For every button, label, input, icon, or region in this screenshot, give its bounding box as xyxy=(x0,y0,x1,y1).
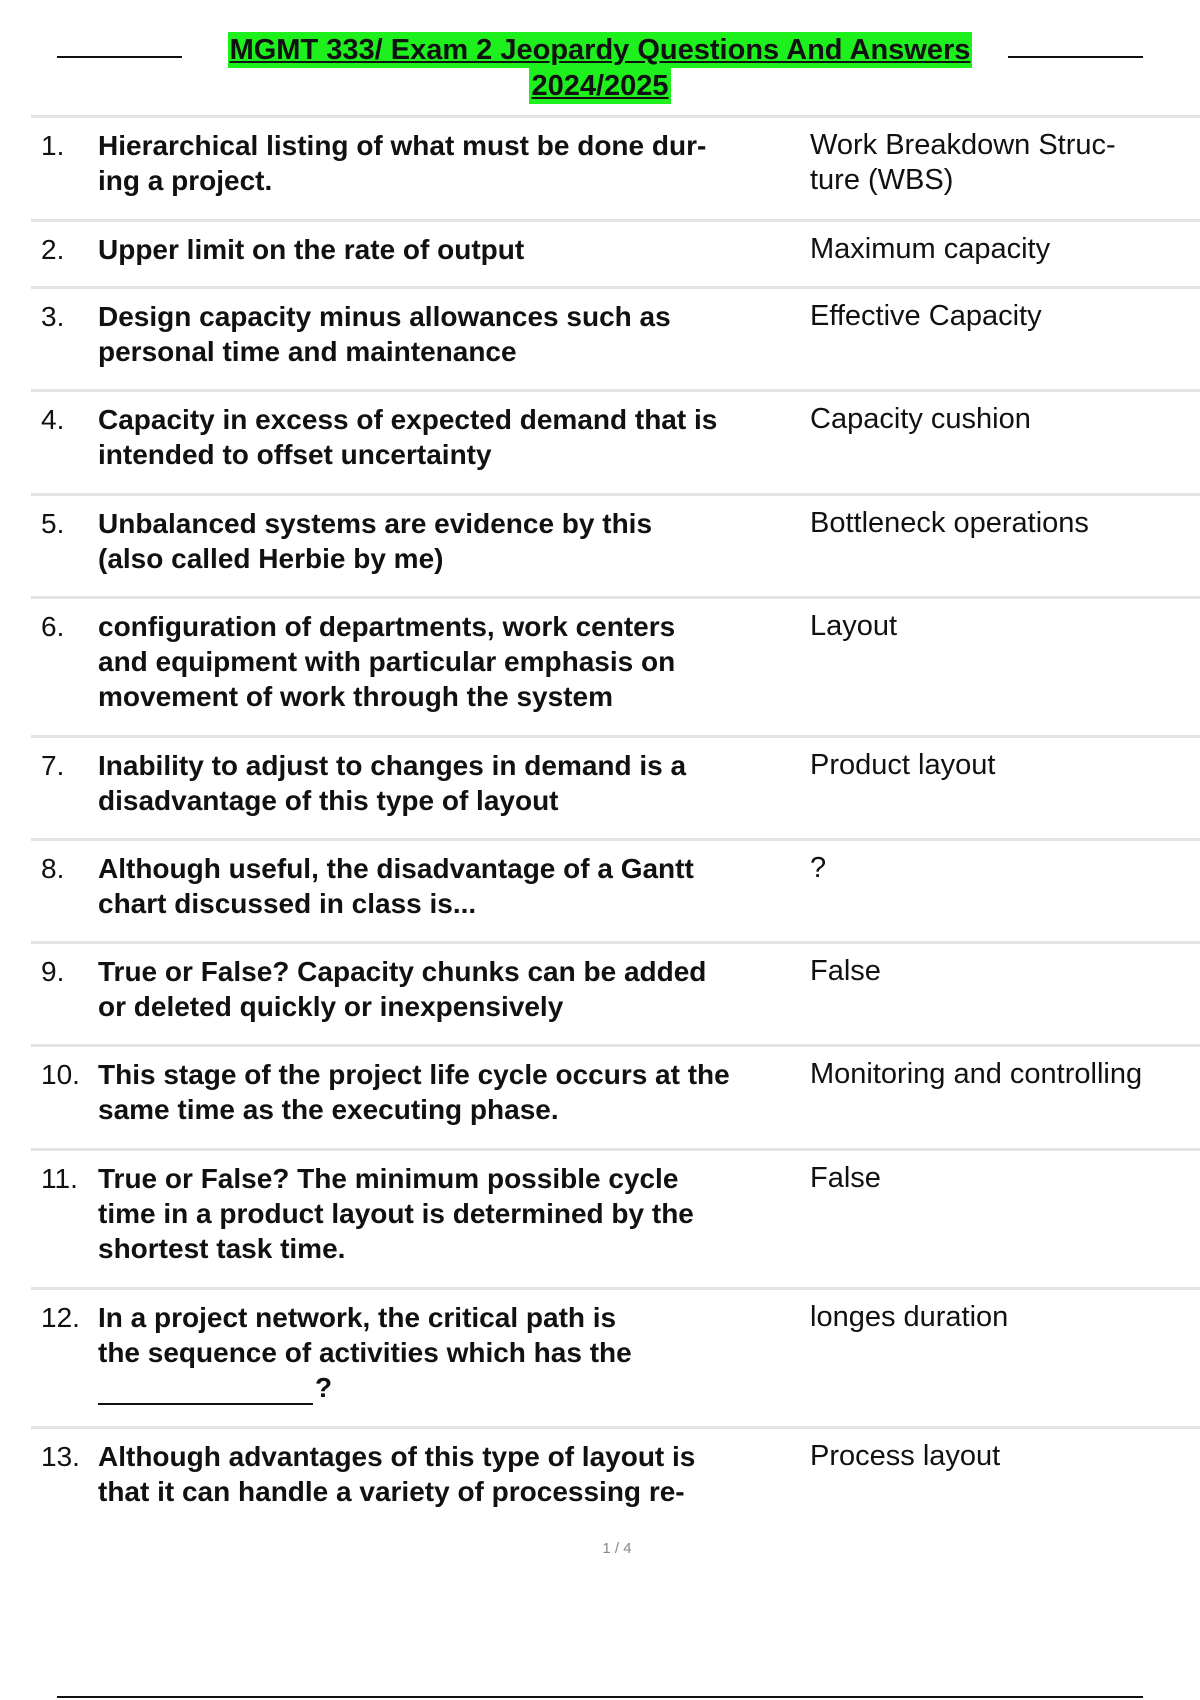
title-line-1: MGMT 333/ Exam 2 Jeopardy Questions And Answers xyxy=(229,34,971,66)
row-question: Upper limit on the rate of output xyxy=(98,234,525,265)
row-question-text: In a project network, the critical path is the sequence of activities which has the xyxy=(98,1302,632,1368)
row-question: configuration of departments, work centers and equipment with particular emphasis on movement of work through the system xyxy=(98,611,676,712)
row-question: True or False? Capacity chunks can be added or deleted quickly or inexpensively xyxy=(98,956,707,1022)
row-number: 7. xyxy=(41,750,65,781)
row-answer: False xyxy=(810,1162,881,1194)
row-answer: Monitoring and controlling xyxy=(810,1058,1143,1090)
qa-table xyxy=(31,115,1200,1516)
title-line-2: 2024/2025 xyxy=(531,70,669,102)
table-row xyxy=(31,1426,1200,1516)
row-answer: False xyxy=(810,955,881,987)
blank-question-mark: ? xyxy=(315,1372,333,1403)
row-answer: Process layout xyxy=(810,1440,1001,1472)
row-answer: Effective Capacity xyxy=(810,300,1042,332)
row-number: 6. xyxy=(41,611,65,642)
table-row xyxy=(31,389,1200,493)
table-row xyxy=(31,286,1200,389)
row-number: 12. xyxy=(41,1302,80,1333)
row-question xyxy=(98,1300,810,1426)
table-row xyxy=(31,115,1200,219)
row-answer: longes duration xyxy=(810,1301,1009,1333)
row-answer: Capacity cushion xyxy=(810,403,1031,435)
table-row xyxy=(31,1044,1200,1148)
row-answer: Layout xyxy=(810,610,898,642)
row-question: This stage of the project life cycle occurs at the same time as the executing phase. xyxy=(98,1059,730,1125)
table-row xyxy=(31,735,1200,838)
table-row xyxy=(31,838,1200,941)
table-row xyxy=(31,596,1200,735)
row-answer: Maximum capacity xyxy=(810,233,1051,265)
footer-rule xyxy=(57,1696,1143,1698)
row-answer: Bottleneck operations xyxy=(810,507,1089,539)
row-number: 9. xyxy=(41,956,65,987)
row-question: Although advantages of this type of layout is that it can handle a variety of processing re- xyxy=(98,1441,696,1507)
row-answer: Work Breakdown Struc- ture (WBS) xyxy=(810,129,1116,196)
row-number: 11. xyxy=(41,1163,78,1194)
row-question: Inability to adjust to changes in demand is a disadvantage of this type of layout xyxy=(98,750,687,816)
table-row xyxy=(31,493,1200,596)
row-answer: Product layout xyxy=(810,749,996,781)
row-number: 1. xyxy=(41,130,65,161)
row-question: Design capacity minus allowances such as personal time and maintenance xyxy=(98,301,671,367)
row-question: Although useful, the disadvantage of a Gantt chart discussed in class is... xyxy=(98,853,694,919)
row-number: 4. xyxy=(41,404,65,435)
fill-in-blank xyxy=(98,1370,810,1405)
row-number: 10. xyxy=(41,1059,80,1090)
row-question: Unbalanced systems are evidence by this (also called Herbie by me) xyxy=(98,508,653,574)
table-row xyxy=(31,219,1200,286)
row-number: 2. xyxy=(41,234,65,265)
row-answer: ? xyxy=(810,852,827,884)
row-question: Hierarchical listing of what must be done dur- ing a project. xyxy=(98,130,707,196)
page-indicator: 1 / 4 xyxy=(602,1540,632,1557)
row-number: 13. xyxy=(41,1441,80,1472)
document-title xyxy=(0,32,1200,104)
table-row xyxy=(31,1148,1200,1287)
row-number: 5. xyxy=(41,508,65,539)
table-row xyxy=(31,941,1200,1044)
row-number: 8. xyxy=(41,853,65,884)
row-question: Capacity in excess of expected demand that is intended to offset uncertainty xyxy=(98,404,718,470)
row-number: 3. xyxy=(41,301,65,332)
table-row xyxy=(31,1287,1200,1426)
blank-line xyxy=(98,1375,313,1405)
row-question: True or False? The minimum possible cycle time in a product layout is determined by the shortest task time. xyxy=(98,1163,694,1264)
